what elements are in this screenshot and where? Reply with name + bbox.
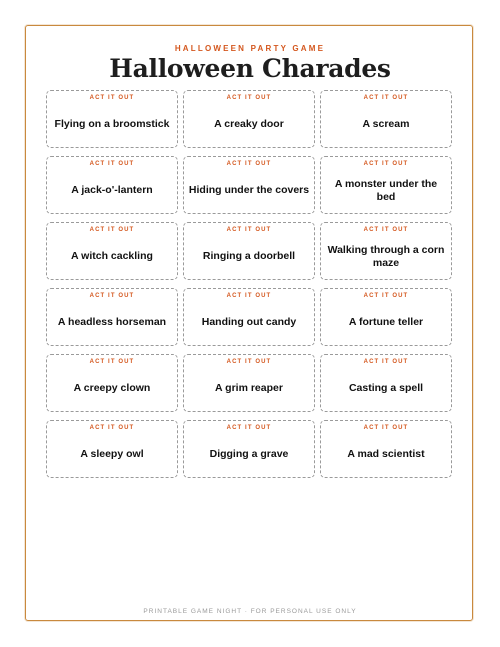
card-prompt: A monster under the bed [334,177,438,203]
charade-card [46,90,178,148]
charade-card [183,156,315,214]
card-tag: ACT IT OUT [363,95,409,101]
card-prompt: A grim reaper [215,382,283,395]
charade-card [46,156,178,214]
card-prompt: Digging a grave [209,448,289,461]
card-tag: ACT IT OUT [226,161,272,167]
page-title: Halloween Charades [109,54,391,83]
page-kicker: HALLOWEEN PARTY GAME [174,44,326,53]
card-prompt: Walking through a corn maze [327,243,445,269]
card-tag: ACT IT OUT [363,293,409,299]
card-tag: ACT IT OUT [89,95,135,101]
charade-card [320,90,452,148]
card-prompt: Hiding under the covers [188,184,310,197]
card-prompt: A jack-o'-lantern [71,184,153,197]
charade-card [46,222,178,280]
charade-card [320,156,452,214]
card-tag: ACT IT OUT [226,227,272,233]
charade-card [320,222,452,280]
card-tag: ACT IT OUT [89,227,135,233]
card-prompt: A sleepy owl [80,448,144,461]
card-tag: ACT IT OUT [363,227,409,233]
charade-card [183,354,315,412]
card-tag: ACT IT OUT [363,359,409,365]
card-tag: ACT IT OUT [226,293,272,299]
card-prompt: A fortune teller [348,316,424,329]
card-tag: ACT IT OUT [89,425,135,431]
card-prompt: A headless horseman [57,316,167,329]
charade-card [46,288,178,346]
card-tag: ACT IT OUT [226,359,272,365]
card-prompt: A creaky door [214,118,284,131]
charade-card [320,420,452,478]
card-prompt: A witch cackling [71,250,153,263]
charade-card [320,354,452,412]
charade-card [320,288,452,346]
card-prompt: A mad scientist [347,448,425,461]
charade-card [183,288,315,346]
charade-card [46,420,178,478]
charade-card [183,90,315,148]
card-prompt: Ringing a doorbell [202,250,296,263]
page-footer: PRINTABLE GAME NIGHT · FOR PERSONAL USE ONLY [143,608,357,615]
card-tag: ACT IT OUT [363,425,409,431]
charade-card [183,222,315,280]
charade-card [183,420,315,478]
card-tag: ACT IT OUT [89,293,135,299]
card-tag: ACT IT OUT [363,161,409,167]
card-prompt: Casting a spell [348,382,424,395]
card-grid [46,90,453,478]
card-prompt: A creepy clown [73,382,151,395]
card-tag: ACT IT OUT [89,359,135,365]
card-prompt: Handing out candy [201,316,297,329]
card-prompt: Flying on a broomstick [54,118,170,131]
card-tag: ACT IT OUT [89,161,135,167]
card-prompt: A scream [362,118,410,131]
card-tag: ACT IT OUT [226,425,272,431]
card-tag: ACT IT OUT [226,95,272,101]
charade-card [46,354,178,412]
